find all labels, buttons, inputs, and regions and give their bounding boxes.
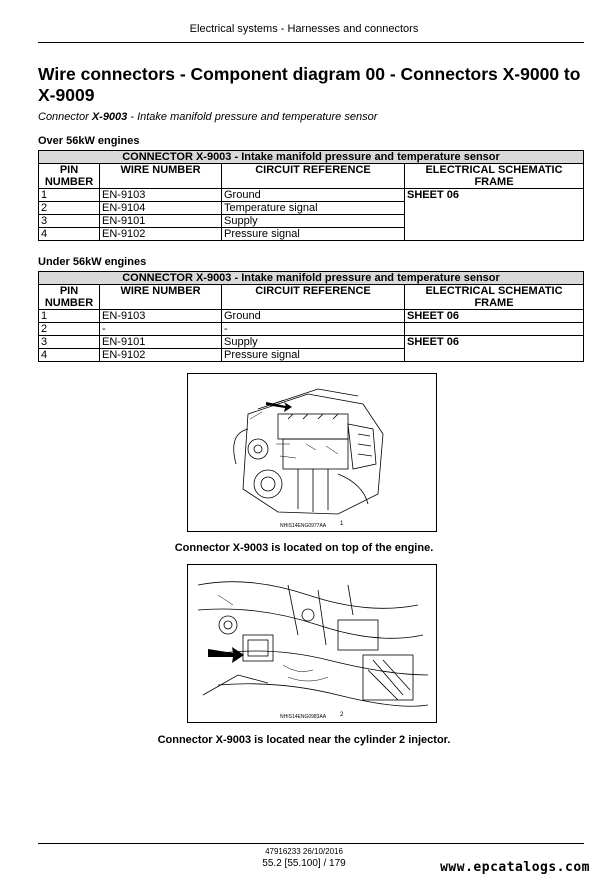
figure-caption: Connector X-9003 is located near the cylinder 2 injector. <box>157 734 451 746</box>
circuit-cell: Pressure signal <box>222 349 405 362</box>
wire-cell: - <box>100 323 222 336</box>
pin-cell: 2 <box>39 323 100 336</box>
circuit-cell: Pressure signal <box>222 228 405 241</box>
column-header-wire: WIRE NUMBER <box>100 285 222 310</box>
figure-number: 1 <box>340 521 344 527</box>
wire-cell: EN-9103 <box>100 310 222 323</box>
connector-table-under-56kw <box>38 271 584 362</box>
connector-id: X-9003 <box>91 111 128 123</box>
wire-cell: EN-9104 <box>100 202 222 215</box>
wire-cell: EN-9102 <box>100 349 222 362</box>
connector-prefix: Connector <box>38 111 92 123</box>
section-label-under-56kw: Under 56kW engines <box>38 256 147 268</box>
figure-id: NHIS14ENG0977AA <box>280 523 327 529</box>
wire-cell: EN-9102 <box>100 228 222 241</box>
location-arrow-icon <box>208 647 244 663</box>
frame-cell: SHEET 06 <box>405 189 584 241</box>
table-row <box>39 323 584 336</box>
column-header-pin: PIN NUMBER <box>39 285 100 310</box>
table-title: CONNECTOR X-9003 - Intake manifold pressure and temperature sensor <box>39 151 584 164</box>
frame-cell: SHEET 06 <box>405 310 584 323</box>
connector-description: - Intake manifold pressure and temperature sensor <box>127 111 378 123</box>
pin-cell: 4 <box>39 228 100 241</box>
footer-divider <box>38 843 584 844</box>
connector-heading <box>38 111 377 123</box>
injector-area-illustration <box>188 565 436 722</box>
page-number: 55.2 [55.100] / 179 <box>262 858 346 869</box>
wire-cell: EN-9103 <box>100 189 222 202</box>
pin-cell: 1 <box>39 310 100 323</box>
document-code: 47916233 26/10/2016 <box>265 847 343 856</box>
wire-cell: EN-9101 <box>100 215 222 228</box>
frame-cell <box>405 323 584 336</box>
column-header-circuit: CIRCUIT REFERENCE <box>222 285 405 310</box>
engine-figure-closeup <box>187 564 437 723</box>
column-header-frame: ELECTRICAL SCHEMATIC FRAME <box>405 164 584 189</box>
column-header-frame: ELECTRICAL SCHEMATIC FRAME <box>405 285 584 310</box>
pin-cell: 1 <box>39 189 100 202</box>
table-row <box>39 189 584 202</box>
engine-figure-top-view <box>187 373 437 532</box>
pin-cell: 3 <box>39 336 100 349</box>
connector-table-over-56kw <box>38 150 584 241</box>
circuit-cell: Ground <box>222 189 405 202</box>
figure-caption: Connector X-9003 is located on top of the engine. <box>174 542 434 554</box>
watermark: www.epcatalogs.com <box>440 860 590 875</box>
pin-cell: 4 <box>39 349 100 362</box>
pin-cell: 2 <box>39 202 100 215</box>
pin-cell: 3 <box>39 215 100 228</box>
figure-number: 2 <box>340 712 344 718</box>
column-header-wire: WIRE NUMBER <box>100 164 222 189</box>
frame-cell: SHEET 06 <box>405 336 584 362</box>
engine-illustration <box>188 374 436 531</box>
circuit-cell: - <box>222 323 405 336</box>
table-row <box>39 310 584 323</box>
circuit-cell: Ground <box>222 310 405 323</box>
figure-id: NHIS14ENG0983AA <box>280 714 327 720</box>
running-header: Electrical systems - Harnesses and connectors <box>189 23 419 35</box>
circuit-cell: Temperature signal <box>222 202 405 215</box>
page-title: Wire connectors - Component diagram 00 - Connectors X-9000 to X-9009 <box>38 64 581 105</box>
circuit-cell: Supply <box>222 336 405 349</box>
table-title: CONNECTOR X-9003 - Intake manifold pressure and temperature sensor <box>39 272 584 285</box>
table-row <box>39 336 584 349</box>
section-label-over-56kw: Over 56kW engines <box>38 135 140 147</box>
header-divider <box>38 42 584 43</box>
circuit-cell: Supply <box>222 215 405 228</box>
wire-cell: EN-9101 <box>100 336 222 349</box>
column-header-pin: PIN NUMBER <box>39 164 100 189</box>
column-header-circuit: CIRCUIT REFERENCE <box>222 164 405 189</box>
